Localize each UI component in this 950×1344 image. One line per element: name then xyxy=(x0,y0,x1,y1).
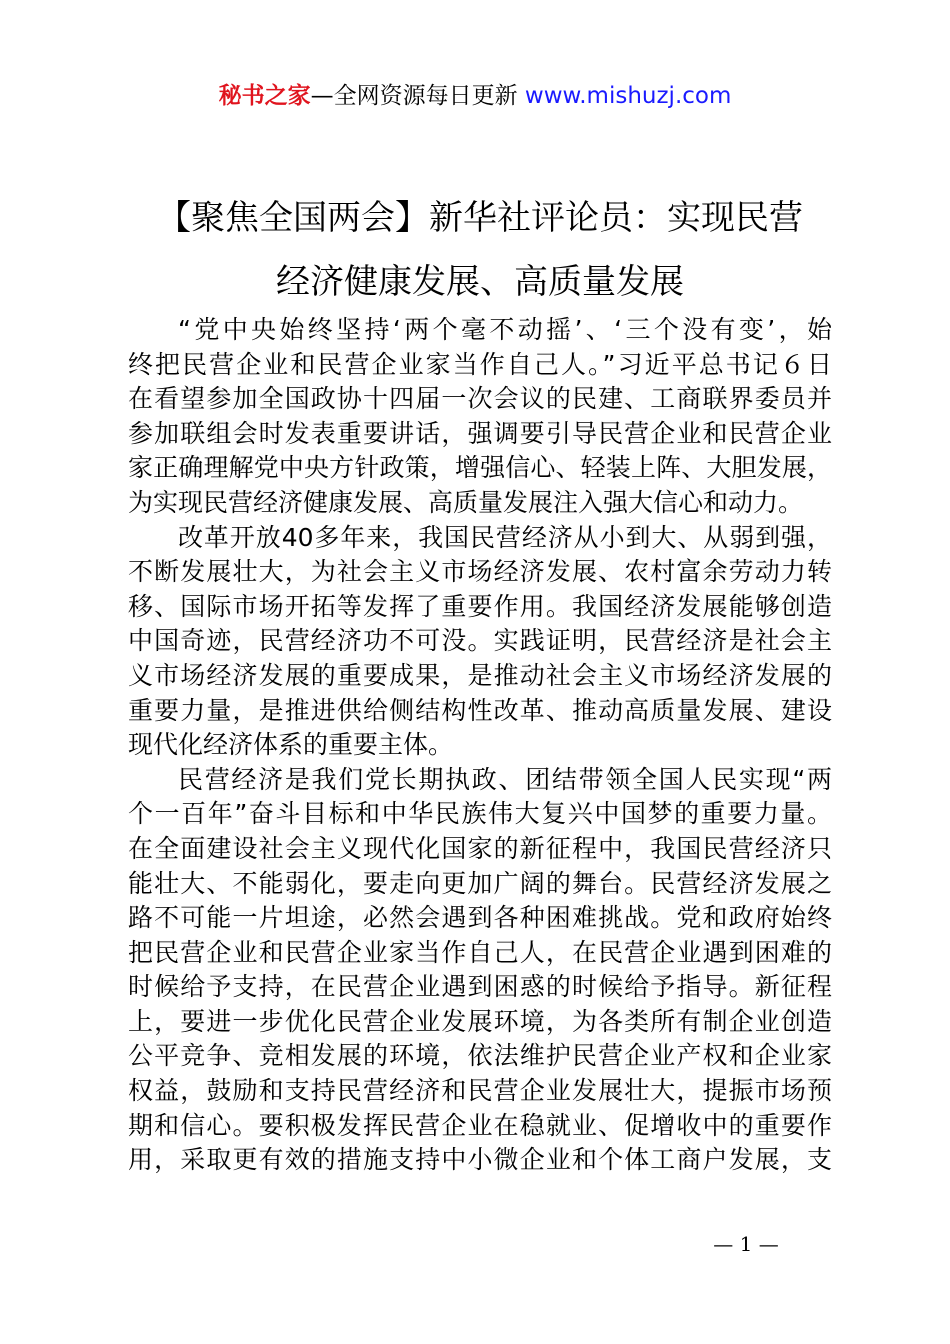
site-url-link[interactable]: www.mishuzj.com xyxy=(524,83,732,109)
text-line: 公平竞争、竞相发展的环境，依法维护民营企业产权和企业家 xyxy=(128,1041,832,1071)
text-line: “党中央始终坚持‘两个毫不动摇’、‘三个没有变’，始 xyxy=(178,315,832,344)
paragraph-1 xyxy=(128,313,832,521)
text-line: 义市场经济发展的重要成果，是推动社会主义市场经济发展的 xyxy=(128,660,832,690)
article-body xyxy=(128,313,832,1178)
text-line: 为实现民营经济健康发展、高质量发展注入强大信心和动力。 xyxy=(128,487,804,517)
text-line: 终把民营企业和民营企业家当作自己人。”习近平总书记６日 xyxy=(128,349,832,379)
text-line: 个一百年”奋斗目标和中华民族伟大复兴中国梦的重要力量。 xyxy=(128,799,832,829)
text-line: 现代化经济体系的重要主体。 xyxy=(128,730,454,760)
site-header xyxy=(0,80,950,112)
text-line: 期和信心。要积极发挥民营企业在稳就业、促增收中的重要作 xyxy=(128,1110,832,1140)
text-line: 用，采取更有效的措施支持中小微企业和个体工商户发展，支 xyxy=(128,1145,832,1175)
text-line: 移、国际市场开拓等发挥了重要作用。我国经济发展能够创造 xyxy=(128,591,832,621)
text-line: 路不可能一片坦途，必然会遇到各种困难挑战。党和政府始终 xyxy=(128,903,832,933)
text-line: 能壮大、不能弱化，要走向更加广阔的舞台。民营经济发展之 xyxy=(128,868,832,898)
site-tagline: —全网资源每日更新 xyxy=(310,83,518,109)
text-line: 参加联组会时发表重要讲话，强调要引导民营企业和民营企业 xyxy=(128,418,832,448)
text-line: 在看望参加全国政协十四届一次会议的民建、工商联界委员并 xyxy=(128,384,832,414)
article-title xyxy=(128,186,832,314)
title-line-1: 【聚焦全国两会】新华社评论员：实现民营 xyxy=(157,198,803,238)
text-line: 民营经济是我们党长期执政、团结带领全国人民实现“两 xyxy=(178,764,832,794)
text-line: 在全面建设社会主义现代化国家的新征程中，我国民营经济只 xyxy=(128,833,832,863)
text-line: 重要力量，是推进供给侧结构性改革、推动高质量发展、建设 xyxy=(128,695,832,725)
page-number: — 1 — xyxy=(713,1232,779,1256)
text-line: 把民营企业和民营企业家当作自己人，在民营企业遇到困难的 xyxy=(128,937,832,967)
text-line: 中国奇迹，民营经济功不可没。实践证明，民营经济是社会主 xyxy=(128,626,832,656)
text-line: 权益，鼓励和支持民营经济和民营企业发展壮大，提振市场预 xyxy=(128,1076,832,1106)
text-line: 时候给予支持，在民营企业遇到困惑的时候给予指导。新征程 xyxy=(128,972,832,1002)
paragraph-2 xyxy=(128,521,832,763)
text-line: 不断发展壮大，为社会主义市场经济发展、农村富余劳动力转 xyxy=(128,557,832,587)
text-line: 改革开放40多年来，我国民营经济从小到大、从弱到强， xyxy=(178,522,832,552)
text-line: 家正确理解党中央方针政策，增强信心、轻装上阵、大胆发展， xyxy=(128,453,832,483)
site-name: 秘书之家 xyxy=(218,83,311,109)
title-line-2: 经济健康发展、高质量发展 xyxy=(276,262,684,302)
paragraph-3 xyxy=(128,763,832,1178)
text-line: 上，要进一步优化民营企业发展环境，为各类所有制企业创造 xyxy=(128,1006,832,1036)
